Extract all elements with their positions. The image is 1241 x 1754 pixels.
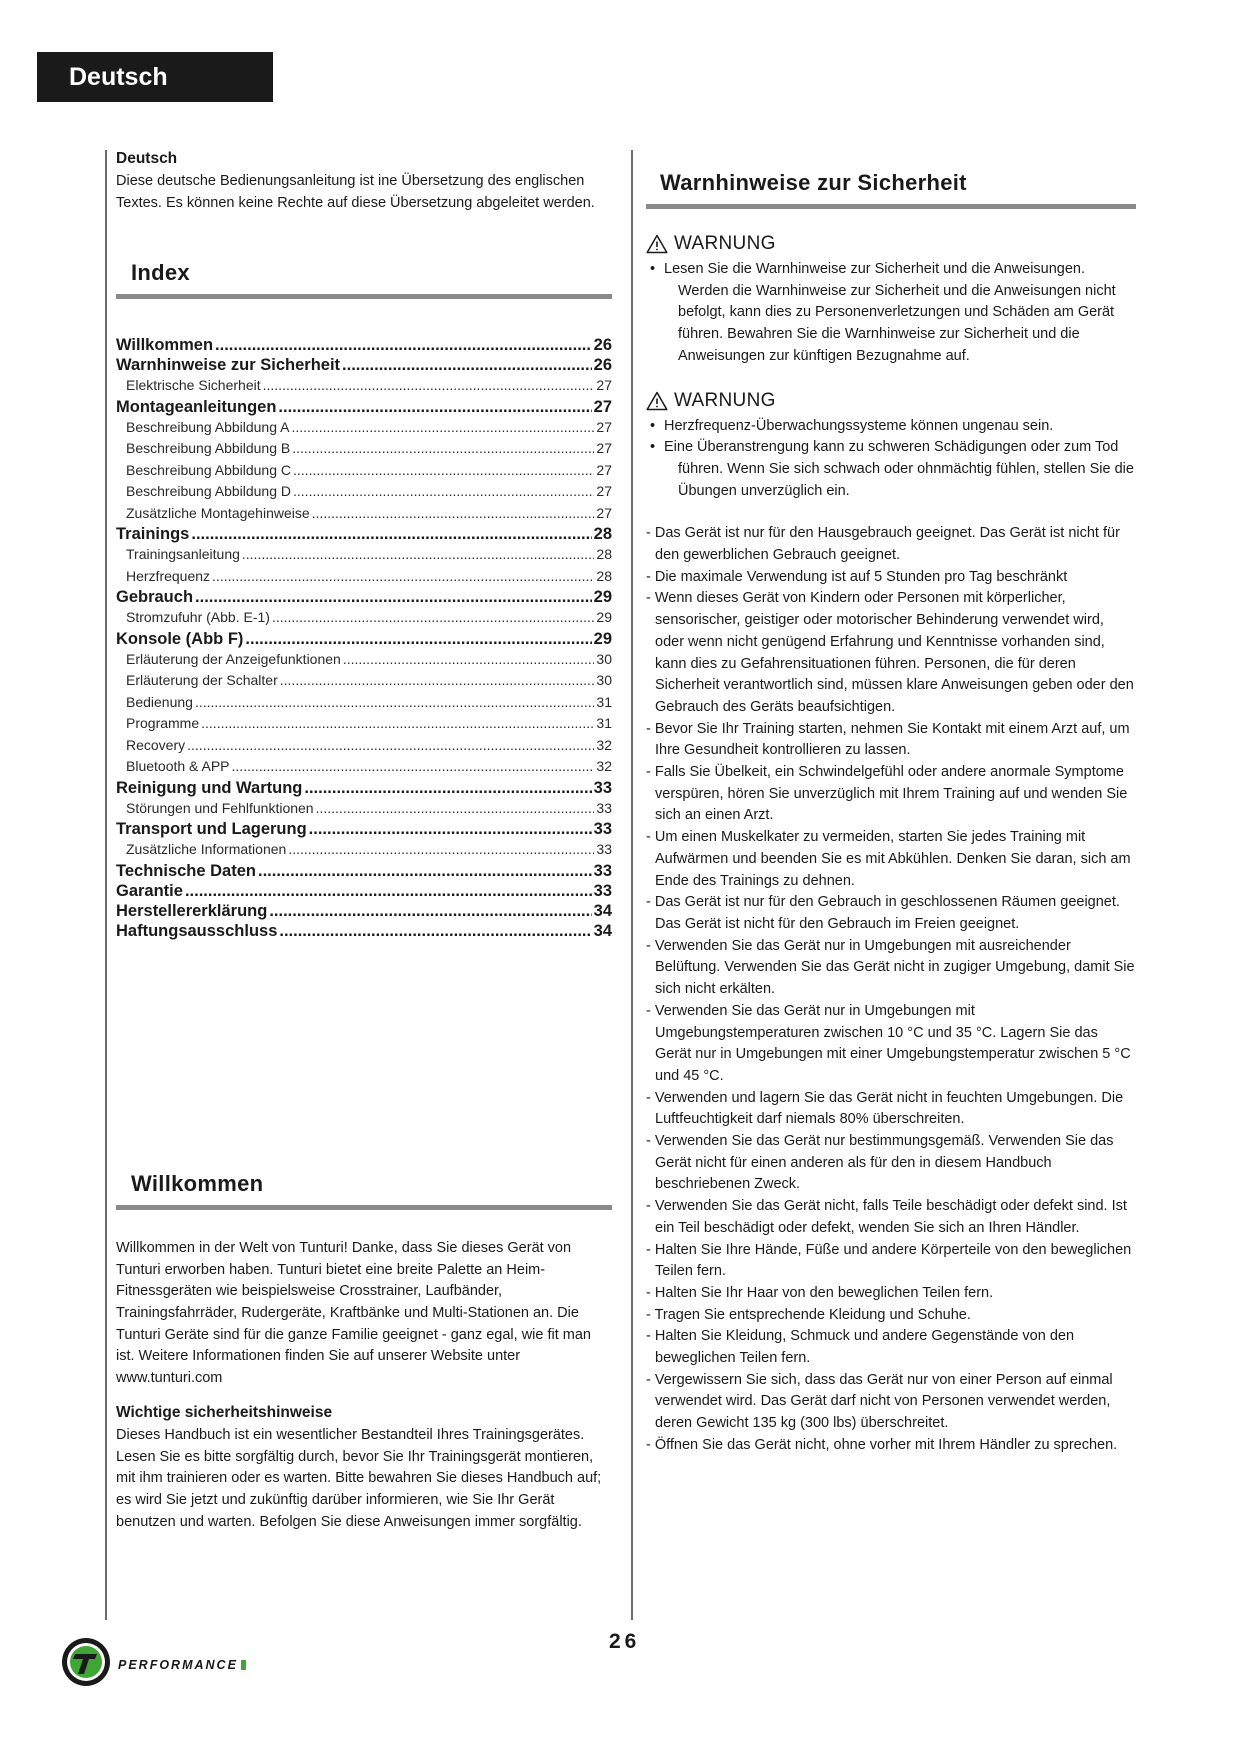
safety-title: Warnhinweise zur Sicherheit (660, 170, 967, 195)
safety-rule: - Das Gerät ist nur für den Hausgebrauch geeignet. Das Gerät ist nicht für den gewerblichen Gebrauch geeignet. (646, 525, 1120, 564)
index-leader-dots (187, 735, 594, 757)
index-entry-label: Trainings (116, 525, 190, 544)
index-leader-dots (280, 670, 595, 692)
warning-triangle-icon (646, 234, 668, 254)
index-leader-dots (232, 756, 595, 778)
index-entry-label: Beschreibung Abbildung C (126, 461, 292, 478)
index-entry-label: Bedienung (126, 693, 193, 710)
index-entry-page: 27 (596, 504, 612, 521)
index-entry-label: Stromzufuhr (Abb. E-1) (126, 609, 270, 626)
safety-rule: - Um einen Muskelkater zu vermeiden, starten Sie jedes Training mit Aufwärmen und beenden Sie es mit Abkühlen. Denken Sie daran, sich am Ende des Trainings zu dehnen. (646, 829, 1131, 889)
index-leader-dots (291, 417, 594, 439)
index-entry-label: Trainingsanleitung (126, 546, 240, 563)
index-entry-label: Transport und Lagerung (116, 820, 307, 839)
index-entry-label: Beschreibung Abbildung B (126, 440, 291, 457)
index-entry-page: 29 (593, 588, 612, 607)
left-column-rule (105, 150, 107, 1620)
index-leader-dots (201, 713, 594, 735)
index-entry-label: Konsole (Abb F) (116, 629, 244, 648)
index-leader-dots (312, 503, 595, 525)
index-entry-label: Willkommen (116, 336, 214, 355)
index-entry (116, 544, 612, 566)
warning-list-1 (646, 259, 1136, 368)
welcome-title-bar (116, 1205, 612, 1210)
index-entry-page: 27 (596, 483, 612, 500)
index-entry (116, 460, 612, 482)
index-leader-dots (278, 397, 591, 417)
index-entry-page: 31 (596, 715, 612, 732)
welcome-text: Willkommen in der Welt von Tunturi! Danke, dass Sie dieses Gerät von Tunturi erworben haben. Tunturi bietet eine breite Palette an Heim-Fitnessgeräten wie beispielsweise Crosstrainer, Laufbänder, Trainingsfahrräder, Rudergeräte, Kraftbänke und Multi-Stationen an. Die Tunturi Geräte sind für die ganze Familie geeignet - ganz egal, wie fit man ist. Weitere Informationen finden Sie auf unserer Website unter www.tunturi.com (116, 1239, 591, 1387)
index-entry-label: Beschreibung Abbildung D (126, 483, 292, 500)
index-list (116, 335, 612, 941)
index-leader-dots (185, 881, 592, 901)
index-entry-page: 30 (596, 672, 612, 689)
footer-brand: PERFORMANCE (118, 1658, 246, 1672)
index-entry-label: Beschreibung Abbildung A (126, 418, 290, 435)
index-entry (116, 692, 612, 714)
index-entry-page: 34 (593, 921, 612, 940)
safety-rule: - Verwenden Sie das Gerät nicht, falls Teile beschädigt oder defekt sind. Ist ein Teil beschädigt oder defekt, wenden Sie sich an Ihren Händler. (646, 1198, 1127, 1236)
index-entry-label: Erläuterung der Anzeigefunktionen (126, 650, 341, 667)
page-number: 26 (609, 1630, 641, 1653)
index-leader-dots (195, 587, 592, 607)
index-entry-label: Elektrische Sicherheit (126, 377, 261, 394)
index-title-bar (116, 294, 612, 299)
index-entry-page: 33 (593, 778, 612, 797)
index-entry (116, 397, 612, 417)
welcome-title: Willkommen (131, 1170, 264, 1196)
safety-rule: - Halten Sie Ihre Hände, Füße und andere Körperteile von den beweglichen Teilen fern. (646, 1241, 1132, 1280)
index-entry-label: Gebrauch (116, 588, 194, 607)
index-entry (116, 629, 612, 649)
index-entry-label: Zusätzliche Montagehinweise (126, 504, 310, 521)
safety-rule: - Falls Sie Übelkeit, ein Schwindelgefühl oder andere anormale Symptome verspüren, hören Sie unverzüglich mit Ihrem Training auf und wenden Sie sich an einen Arzt. (646, 764, 1128, 824)
index-entry-page: 34 (593, 901, 612, 920)
index-entry (116, 881, 612, 901)
important-heading: Wichtige sicherheitshinweise (116, 1403, 333, 1421)
index-entry-page: 33 (593, 861, 612, 880)
index-leader-dots (191, 524, 591, 544)
index-leader-dots (242, 544, 595, 566)
index-entry (116, 503, 612, 525)
index-leader-dots (343, 649, 595, 671)
index-entry-label: Herstellererklärung (116, 901, 268, 920)
warning-header-2 (646, 390, 1136, 412)
index-leader-dots (245, 629, 591, 649)
safety-rule: - Verwenden Sie das Gerät nur bestimmungsgemäß. Verwenden Sie das Gerät nicht für einen anderen als für den in diesem Handbuch beschriebenen Zweck. (646, 1133, 1114, 1193)
index-entry (116, 355, 612, 375)
index-entry-page: 30 (596, 650, 612, 667)
warning-triangle-icon (646, 391, 668, 411)
index-leader-dots (279, 921, 591, 941)
index-entry (116, 524, 612, 544)
safety-rule: - Wenn dieses Gerät von Kindern oder Personen mit körperlicher, sensorischer, geistiger oder motorischer Behinderung verwendet wird, oder wenn nicht genügend Erfahrung und Kenntnisse vorhanden sind, kann dies zu Gefahrensituationen führen. Personen, die für deren Sicherheit verantwortlich sind, müssen klare Anweisungen geben oder den Gebrauch des Geräts beaufsichtigen. (646, 590, 1134, 715)
index-leader-dots (195, 692, 594, 714)
index-entry (116, 417, 612, 439)
index-leader-dots (316, 798, 595, 820)
index-entry-page: 27 (593, 397, 612, 416)
index-leader-dots (272, 607, 594, 629)
index-entry (116, 921, 612, 941)
index-entry (116, 756, 612, 778)
index-entry-page: 28 (596, 567, 612, 584)
safety-rule: - Die maximale Verwendung ist auf 5 Stunden pro Tag beschränkt (646, 568, 1068, 585)
index-entry (116, 335, 612, 355)
intro-heading: Deutsch (116, 150, 178, 167)
index-entry-label: Garantie (116, 881, 183, 900)
safety-rules-list (646, 523, 1136, 1456)
index-entry (116, 735, 612, 757)
safety-rule: - Halten Sie Kleidung, Schmuck und andere Gegenstände von den beweglichen Teilen fern. (646, 1328, 1075, 1367)
index-entry-label: Erläuterung der Schalter (126, 672, 278, 689)
index-entry (116, 566, 612, 588)
index-entry-page: 33 (593, 820, 612, 839)
index-entry (116, 713, 612, 735)
safety-rule: - Halten Sie Ihr Haar von den beweglichen Teilen fern. (646, 1284, 994, 1301)
warning-label-2: WARNUNG (674, 389, 776, 411)
index-entry-page: 29 (593, 629, 612, 648)
language-tab: Deutsch (37, 52, 273, 102)
index-entry-label: Bluetooth & APP (126, 758, 230, 775)
index-entry-page: 26 (593, 336, 612, 355)
tunturi-logo-icon (60, 1636, 112, 1688)
intro-text: Diese deutsche Bedienungsanleitung ist ine Übersetzung des englischen Textes. Es können keine Rechte auf diese Übersetzung abgeleitet werden. (116, 173, 595, 211)
index-entry-page: 27 (596, 418, 612, 435)
index-entry (116, 819, 612, 839)
safety-rule: - Bevor Sie Ihr Training starten, nehmen Sie Kontakt mit einem Arzt auf, um Ihre Gesundheit kontrollieren zu lassen. (646, 720, 1130, 759)
index-entry-label: Programme (126, 715, 200, 732)
safety-rule: - Verwenden Sie das Gerät nur in Umgebungen mit ausreichender Belüftung. Verwenden Sie das Gerät nicht in zugiger Umgebung, damit Sie sich nicht erkälten. (646, 937, 1135, 998)
right-column-rule (631, 150, 633, 1620)
safety-rule: - Vergewissern Sie sich, dass das Gerät nur von einer Person auf einmal verwendet wird. Das Gerät darf nicht von Personen verwendet werden, deren Gewicht 135 kg (300 lbs) überschreitet. (646, 1371, 1113, 1432)
index-leader-dots (215, 335, 592, 355)
warning-list-2 (646, 416, 1136, 503)
index-leader-dots (293, 481, 594, 503)
index-entry (116, 839, 612, 861)
index-leader-dots (258, 861, 592, 881)
important-text: Dieses Handbuch ist ein wesentlicher Bestandteil Ihres Trainingsgerätes. Lesen Sie es bitte sorgfältig durch, bevor Sie Ihr Trainingsgerät montieren, mit ihm trainieren oder es warten. Bitte bewahren Sie dieses Handbuch auf; es wird Sie jetzt und zukünftig darüber informieren, wie Sie Ihr Gerät benutzen und warten. Befolgen Sie diese Anweisungen immer sorgfältig. (116, 1426, 602, 1530)
index-leader-dots (263, 375, 595, 397)
index-leader-dots (269, 901, 591, 921)
index-entry-label: Montageanleitungen (116, 397, 277, 416)
index-entry (116, 607, 612, 629)
safety-title-bar (646, 204, 1136, 209)
warning-header-1 (646, 233, 1136, 255)
index-entry (116, 778, 612, 798)
index-leader-dots (309, 819, 592, 839)
index-entry-page: 29 (596, 609, 612, 626)
index-leader-dots (342, 355, 592, 375)
warning-bullet: • Lesen Sie die Warnhinweise zur Sicherheit und die Anweisungen. Werden die Warnhinweise zur Sicherheit und die Anweisungen nicht befolgt, kann dies zu Personenverletzungen und Schäden am Gerät führen. Bewahren Sie die Warnhinweise zur Sicherheit und die Anweisungen zur künftigen Bezugnahme auf. (646, 259, 1136, 368)
index-entry-page: 28 (593, 525, 612, 544)
index-entry (116, 649, 612, 671)
index-leader-dots (293, 460, 594, 482)
index-entry-page: 33 (596, 799, 612, 816)
index-leader-dots (212, 566, 594, 588)
index-entry (116, 375, 612, 397)
index-entry (116, 901, 612, 921)
index-entry-page: 26 (593, 356, 612, 375)
index-entry-page: 27 (596, 461, 612, 478)
safety-rule: - Das Gerät ist nur für den Gebrauch in geschlossenen Räumen geeignet. Das Gerät ist nicht für den Gebrauch im Freien geeignet. (646, 894, 1120, 932)
index-leader-dots (304, 778, 591, 798)
index-entry (116, 670, 612, 692)
safety-rule: - Öffnen Sie das Gerät nicht, ohne vorher mit Ihrem Händler zu sprechen. (646, 1436, 1118, 1453)
index-leader-dots (288, 839, 594, 861)
index-entry-label: Reinigung und Wartung (116, 778, 303, 797)
warning-bullet: • Eine Überanstrengung kann zu schweren Schädigungen oder zum Tod führen. Wenn Sie sich schwach oder ohnmächtig fühlen, stellen Sie die Übungen unverzüglich ein. (646, 437, 1136, 502)
index-entry-page: 27 (596, 440, 612, 457)
warning-label-1: WARNUNG (674, 233, 776, 254)
index-entry (116, 481, 612, 503)
index-entry-label: Zusätzliche Informationen (126, 841, 287, 858)
index-entry-label: Technische Daten (116, 861, 256, 880)
index-entry-label: Störungen und Fehlfunktionen (126, 799, 314, 816)
left-column (116, 150, 612, 1533)
index-entry (116, 438, 612, 460)
index-entry-page: 33 (596, 841, 612, 858)
safety-rule: - Tragen Sie entsprechende Kleidung und Schuhe. (646, 1306, 971, 1323)
right-column (646, 170, 1136, 1457)
footer-logo (60, 1636, 246, 1688)
index-entry (116, 587, 612, 607)
warning-bullet: • Herzfrequenz-Überwachungssysteme können ungenau sein. (646, 416, 1136, 438)
index-entry-page: 28 (596, 546, 612, 563)
index-entry-label: Haftungsausschluss (116, 921, 278, 940)
index-entry-page: 27 (596, 377, 612, 394)
index-entry-page: 32 (596, 758, 612, 775)
index-entry-page: 32 (596, 736, 612, 753)
index-leader-dots (292, 438, 594, 460)
safety-rule: - Verwenden und lagern Sie das Gerät nicht in feuchten Umgebungen. Die Luftfeuchtigkeit darf niemals 80% überschreiten. (646, 1089, 1124, 1128)
safety-rule: - Verwenden Sie das Gerät nur in Umgebungen mit Umgebungstemperaturen zwischen 10 °C und 35 °C. Lagern Sie das Gerät nur in Umgebungen mit einer Umgebungstemperatur zwischen 5 °C und 45 °C. (646, 1002, 1131, 1084)
index-entry-page: 31 (596, 693, 612, 710)
index-entry-label: Recovery (126, 736, 186, 753)
index-entry-page: 33 (593, 881, 612, 900)
index-entry (116, 861, 612, 881)
index-entry-label: Herzfrequenz (126, 567, 211, 584)
index-entry-label: Warnhinweise zur Sicherheit (116, 356, 341, 375)
index-title: Index (131, 260, 190, 286)
index-entry (116, 798, 612, 820)
